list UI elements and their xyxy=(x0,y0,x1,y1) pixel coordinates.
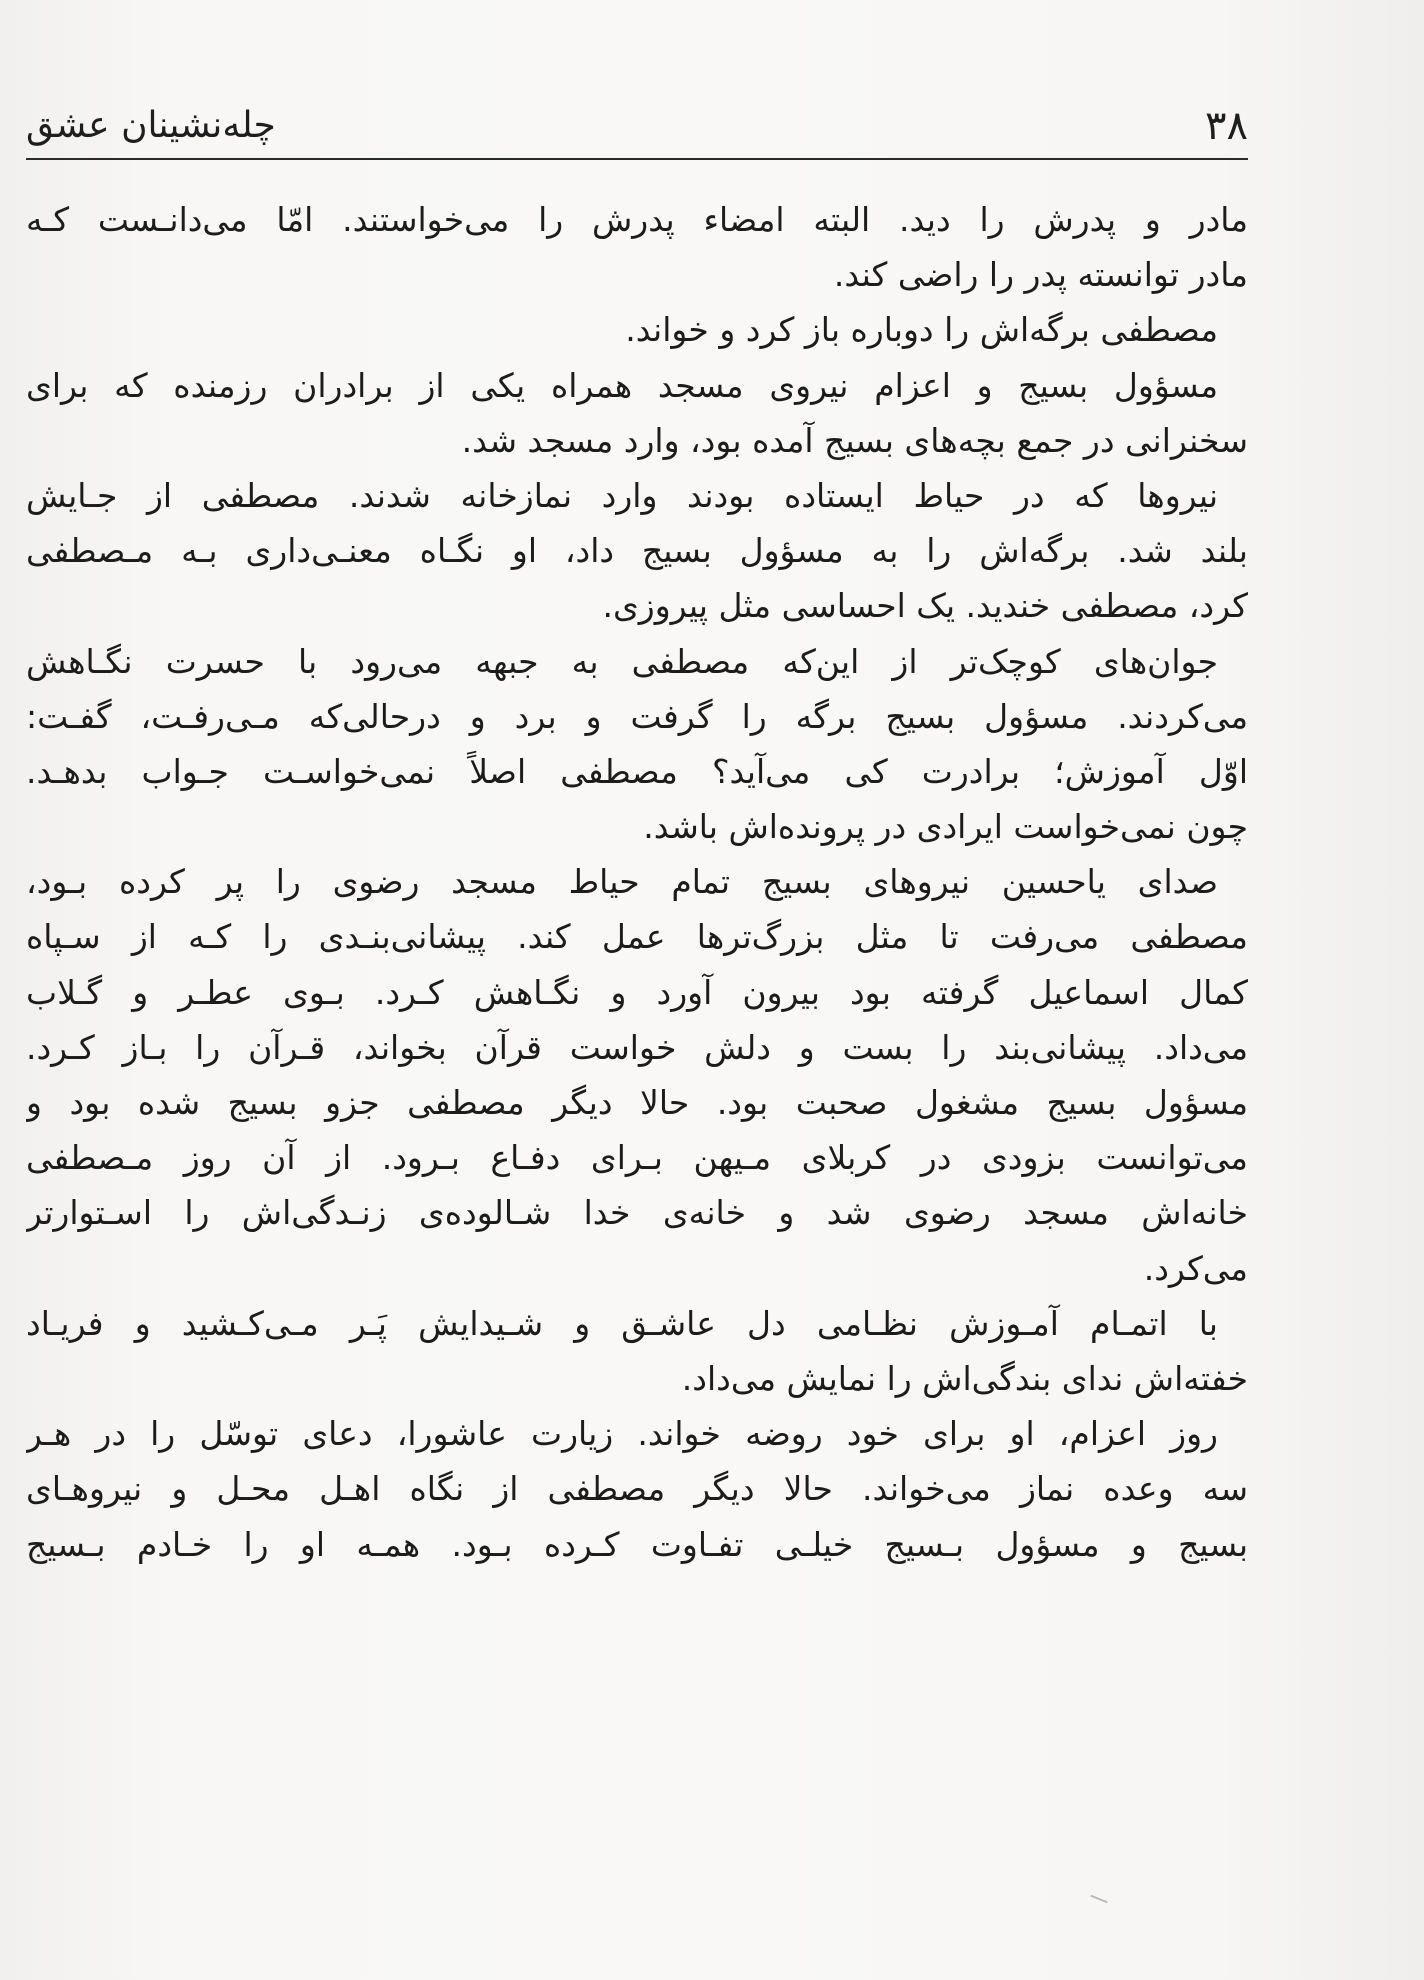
text-line: چون نمی‌خواست ایرادی در پرونده‌اش باشد. xyxy=(643,807,1248,847)
text-line: روز اعزام، او برای خود روضه خواند. زیارت عاشورا، دعای توسّل را در هـر xyxy=(26,1414,1218,1454)
text-line: جوان‌های کوچک‌تر از این‌که مصطفی به جبهه می‌رود با حسرت نگـاهش xyxy=(26,641,1218,681)
header-rule xyxy=(26,158,1248,160)
text-line: بسیج و مسؤول بـسیج خیلـی تفـاوت کـرده بـود. همـه او را خـادم بـسیج xyxy=(26,1524,1248,1564)
text-line: سه وعده نماز می‌خواند. حالا دیگر مصطفی از نگاه اهـل محـل و نیروهـای xyxy=(26,1469,1248,1509)
text-line: اوّل آموزش؛ برادرت کی می‌آید؟ مصطفی اصلاً نمی‌خواسـت جـواب بدهـد. xyxy=(26,751,1248,791)
body-text xyxy=(26,192,1248,1572)
paper-mark xyxy=(1090,1895,1107,1904)
text-line: سخنرانی در جمع بچه‌های بسیج آمده بود، وارد مسجد شد. xyxy=(461,420,1248,460)
text-line: می‌کرد. xyxy=(1143,1248,1248,1288)
text-line: می‌داد. پیشانی‌بند را بست و دلش خواست قرآن بخواند، قـرآن را بـاز کـرد. xyxy=(26,1027,1248,1067)
running-title: چله‌نشینان عشق xyxy=(26,105,276,146)
text-line: بلند شد. برگه‌اش را به مسؤول بسیج داد، او نگـاه معنـی‌داری بـه مـصطفی xyxy=(26,531,1248,571)
text-line: مادر توانسته پدر را راضی کند. xyxy=(833,255,1248,295)
text-line: مادر و پدرش را دید. البته امضاء پدرش را می‌خواستند. امّا می‌دانـست کـه xyxy=(26,200,1248,239)
text-line: می‌کردند. مسؤول بسیج برگه را گرفت و برد و درحالی‌که مـی‌رفـت، گفـت: xyxy=(26,696,1248,736)
text-line: مصطفی برگه‌اش را دوباره باز کرد و خواند. xyxy=(625,310,1218,350)
page-number: ۳۸ xyxy=(1205,103,1248,149)
text-line: صدای یاحسین نیروهای بسیج تمام حیاط مسجد رضوی را پر کرده بـود، xyxy=(26,862,1218,902)
text-line: خفته‌اش ندای بندگی‌اش را نمایش می‌داد. xyxy=(681,1358,1248,1398)
text-line: با اتمـام آمـوزش نظـامی دل عاشـق و شـیدایش پَـر مـی‌کـشید و فریـاد xyxy=(26,1303,1218,1343)
text-line: مسؤول بسیج و اعزام نیروی مسجد همراه یکی از برادران رزمنده که برای xyxy=(26,365,1218,405)
text-line: خانه‌اش مسجد رضوی شد و خانه‌ی خدا شـالوده‌ی زنـدگی‌اش را اسـتوارتر xyxy=(26,1193,1248,1233)
text-line: کمال اسماعیل گرفته بود بیرون آورد و نگـاهش کـرد. بـوی عطـر و گـلاب xyxy=(26,972,1248,1012)
text-line: مصطفی می‌رفت تا مثل بزرگ‌ترها عمل کند. پیشانی‌بنـدی را کـه از سـپاه xyxy=(26,917,1248,957)
text-line: مسؤول بسیج مشغول صحبت بود. حالا دیگر مصطفی جزو بسیج شده بود و xyxy=(26,1083,1248,1122)
text-line: کرد، مصطفی خندید. یک احساسی مثل پیروزی. xyxy=(602,586,1248,626)
text-line: می‌توانست بزودی در کربلای مـیهن بـرای دفـاع بـرود. از آن روز مـصطفی xyxy=(26,1138,1248,1178)
page-header xyxy=(26,96,1248,160)
text-line: نیروها که در حیاط ایستاده بودند وارد نمازخانه شدند. مصطفی از جـایش xyxy=(26,475,1218,515)
